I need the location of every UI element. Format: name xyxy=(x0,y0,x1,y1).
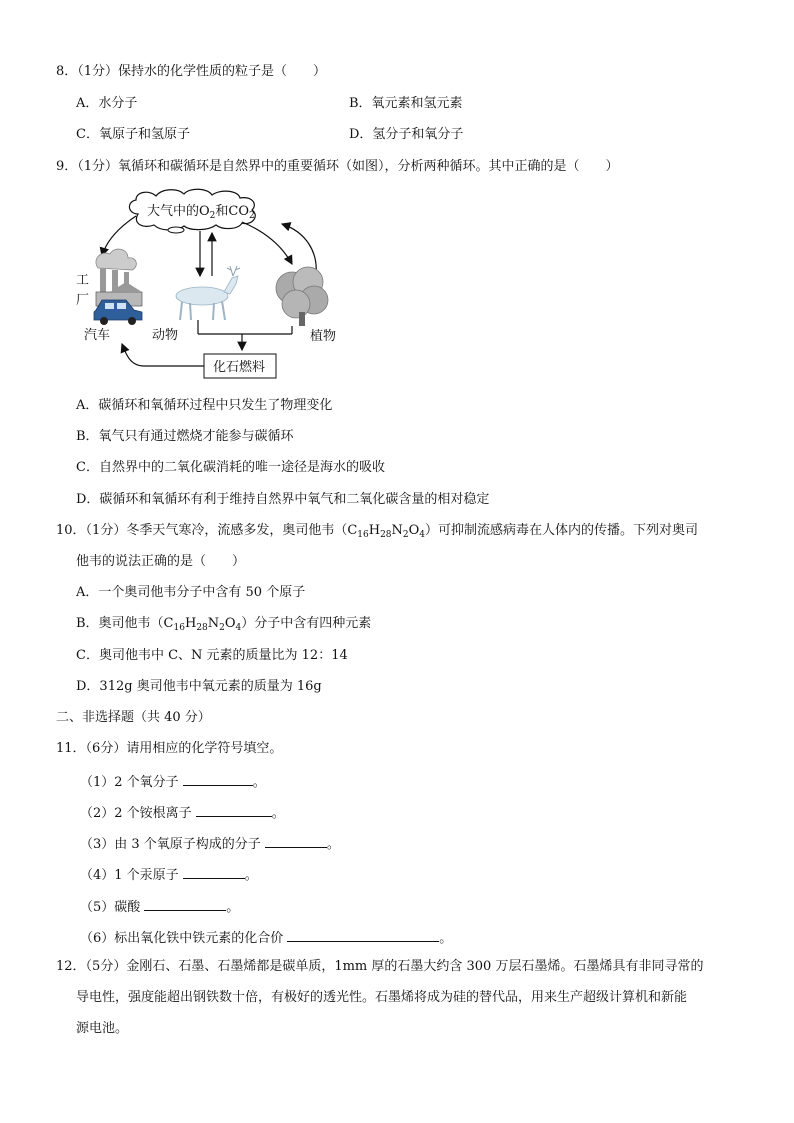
answer-blank[interactable] xyxy=(183,771,253,786)
q9-option-b: B．氧气只有通过燃烧才能参与碳循环 xyxy=(76,429,294,444)
q8-option-c: C．氧原子和氢原子 xyxy=(76,127,190,142)
q8-option-b: B．氧元素和氢元素 xyxy=(349,96,463,111)
q10-option-a: A．一个奥司他韦分子中含有 50 个原子 xyxy=(76,585,306,600)
deer-icon xyxy=(176,266,240,320)
factory-label-2: 厂 xyxy=(76,293,90,308)
q10-option-d: D．312g 奥司他韦中氧元素的质量为 16g xyxy=(76,679,322,694)
q9-option-c: C．自然界中的二氧化碳消耗的唯一途径是海水的吸收 xyxy=(76,460,385,475)
factory-icon xyxy=(96,249,142,306)
q9-option-d: D．碳循环和氧循环有利于维持自然界中氧气和二氧化碳含量的相对稳定 xyxy=(76,492,490,507)
q11-item-3: （3）由 3 个氧原子构成的分子 。 xyxy=(80,833,340,854)
q10-option-c: C．奥司他韦中 C、N 元素的质量比为 12：14 xyxy=(76,648,348,663)
q8-option-a: A．水分子 xyxy=(76,96,138,111)
arrow-fuel-to-car xyxy=(122,344,204,366)
q12-line-1: 12．（5分）金刚石、石墨、石墨烯都是碳单质，1mm 厚的石墨大约含 300 万层石墨烯。石墨烯具有非同寻常的 xyxy=(56,959,704,974)
answer-blank[interactable] xyxy=(287,927,439,942)
q11-stem: 11．（6分）请用相应的化学符号填空。 xyxy=(56,741,283,756)
answer-blank[interactable] xyxy=(183,864,245,879)
fossil-fuel-label: 化石燃料 xyxy=(213,360,266,375)
q12-line-3: 源电池。 xyxy=(76,1021,129,1036)
answer-blank[interactable] xyxy=(196,802,272,817)
cycle-diagram xyxy=(70,188,360,384)
q11-item-6: （6）标出氧化铁中铁元素的化合价 。 xyxy=(80,927,452,948)
q11-item-1: （1）2 个氧分子 。 xyxy=(80,771,266,792)
q11-item-4: （4）1 个汞原子 。 xyxy=(80,864,258,885)
tree-icon xyxy=(276,267,328,326)
answer-blank[interactable] xyxy=(144,896,226,911)
arrow-plant-to-cloud xyxy=(282,224,316,274)
factory-label-1: 工 xyxy=(76,273,90,288)
car-label: 汽车 xyxy=(84,328,111,343)
q8-stem: 8．（1分）保持水的化学性质的粒子是（ ） xyxy=(56,64,327,79)
section-heading: 二、非选择题（共 40 分） xyxy=(56,710,211,725)
q8-option-d: D．氢分子和氧分子 xyxy=(349,127,464,142)
cloud-label: 大气中的$O_2$和$CO_2$ xyxy=(147,204,255,221)
answer-blank[interactable] xyxy=(265,833,327,848)
q10-stem-line2: 他韦的说法正确的是（ ） xyxy=(76,554,246,569)
q11-item-5: （5）碳酸 。 xyxy=(80,896,239,917)
q9-stem: 9．（1分）氧循环和碳循环是自然界中的重要循环（如图），分析两种循环。其中正确的是（ ） xyxy=(56,159,619,174)
plant-label: 植物 xyxy=(310,329,337,344)
q12-line-2: 导电性，强度能超出钢铁数十倍，有极好的透光性。石墨烯将成为硅的替代品，用来生产超级计算机和新能 xyxy=(76,990,688,1005)
q11-item-2: （2）2 个铵根离子 。 xyxy=(80,802,285,823)
q10-option-b: B．奥司他韦$(C_{16}H_{28}N_2O_4)$分子中含有四种元素 xyxy=(76,616,372,633)
arrow-cloud-to-plant xyxy=(242,222,292,264)
animal-label: 动物 xyxy=(152,328,179,343)
q10-stem: 10．（1分）冬季天气寒冷，流感多发，奥司他韦$(C_{16}H_{28}N_2O_4)$可抑制流感病毒在人体内的传播。下列对奥司 xyxy=(56,523,699,540)
q9-option-a: A．碳循环和氧循环过程中只发生了物理变化 xyxy=(76,398,333,413)
